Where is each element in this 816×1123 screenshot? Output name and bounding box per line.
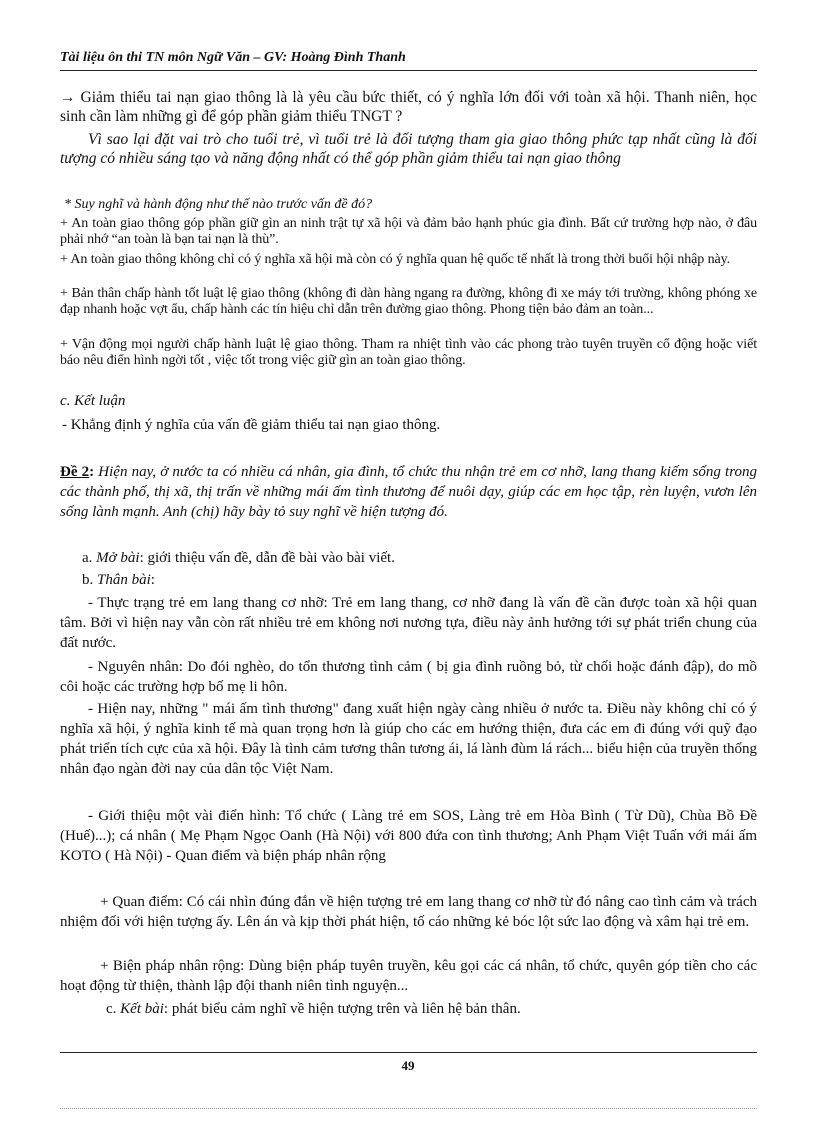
conclusion-heading: c. Kết luận: [60, 393, 126, 409]
intro-label: a.: [82, 550, 97, 566]
subheading-thoughts: * Suy nghĩ và hành động như thế nào trước vấn đề đó?: [64, 197, 373, 212]
bottom-dotted-rule: [60, 1108, 757, 1109]
conclusion-text: Giảm thiểu tai nạn giao thông là là yêu cầu bức thiết, có ý nghĩa lớn đối với toàn xã hội. Thanh niên, học sinh cần làm những gì để góp phần giảm thiểu TNGT ?: [60, 89, 757, 125]
body-label: b.: [82, 572, 97, 588]
body-examples: - Giới thiệu một vài điển hình: Tổ chức ( Làng trẻ em SOS, Làng trẻ em Hòa Bình ( Từ Dũ), Chùa Bồ Đề (Huế)...); cá nhân ( Mẹ Phạm Ngọc Oanh (Hà Nội) với 800 đứa con tình thương; Anh Phạm Việt Tuấn với mái ấm KOTO ( Hà Nội) - Quan điểm và biện pháp nhân rộng: [60, 808, 757, 864]
conclusion-paragraph: [60, 88, 757, 126]
body-colon: :: [150, 572, 155, 588]
arrow-icon: →: [60, 89, 76, 106]
essay-prompt-2: [60, 462, 757, 522]
closing-text: : phát biểu cảm nghĩ về hiện tượng trên và liên hệ bản thân.: [163, 1001, 521, 1017]
body-item: [82, 571, 757, 589]
page-number: 49: [401, 1058, 415, 1073]
conclusion-point: - Khẳng định ý nghĩa của vấn đề giảm thiểu tai nạn giao thông.: [62, 417, 441, 433]
body-viewpoint: + Quan điểm: Có cái nhìn đúng đắn về hiện tượng trẻ em lang thang cơ nhỡ từ đó nâng cao tình cảm và trách nhiệm đối với hiện tượng ấy. Lên án và kịp thời phát hiện, tố cáo những kẻ bóc lột sức lao động và xâm hại trẻ em.: [60, 894, 757, 930]
youth-role-paragraph: Vì sao lại đặt vai trò cho tuổi trẻ, vì tuổi trẻ là đối tượng tham gia giao thông phức tạp nhất cũng là đối tượng có nhiều sáng tạo và năng động nhất có thể góp phần giảm thiểu tai nạn giao thông: [60, 131, 757, 167]
page-header: Tài liệu ôn thi TN môn Ngữ Văn – GV: Hoàng Đình Thanh: [60, 50, 406, 65]
closing-title: Kết bài: [120, 1001, 164, 1017]
body-current: - Hiện nay, những " mái ấm tình thương" đang xuất hiện ngày càng nhiều ở nước ta. Điều này không chỉ có ý nghĩa xã hội, ý nghĩa kinh tế mà quan trọng hơn là giúp cho các em hướng thiện, đưa các em đi đúng với quỹ đạo phát triển tích cực của xã hội. Đây là tình cảm tương thân tương ái, lá lành đùm lá rách... biểu hiện của truyền thống nhân đạo ngàn đời nay của dân tộc Việt Nam.: [60, 701, 757, 777]
closing-label: c.: [106, 1001, 121, 1017]
bullet-international: + An toàn giao thông không chỉ có ý nghĩa xã hội mà còn có ý nghĩa quan hệ quốc tế nhất là trong thời buổi hội nhập này.: [60, 252, 730, 267]
prompt-text: Hiện nay, ở nước ta có nhiều cá nhân, gia đình, tổ chức thu nhận trẻ em cơ nhỡ, lang thang kiếm sống trong các thành phố, thị xã, thị trấn về những mái ấm tình thương để nuôi dạy, giúp các em học tập, rèn luyện, vươn lên sống lành mạnh. Anh (chị) hãy bày tỏ suy nghĩ về hiện tượng đó.: [60, 464, 757, 520]
body-causes: - Nguyên nhân: Do đói nghèo, do tổn thương tình cảm ( bị gia đình ruồng bỏ, từ chối hoặc đánh đập), do mồ côi hoặc các trường hợp bố mẹ li hôn.: [60, 659, 757, 695]
intro-title: Mở bài: [96, 550, 140, 566]
bullet-campaign: + Vận động mọi người chấp hành luật lệ giao thông. Tham ra nhiệt tình vào các phong trào tuyên truyền cổ động hoặc viết báo nêu điển hình ngời tốt , việc tốt trong việc giữ gìn an toàn giao thông.: [60, 337, 757, 368]
prompt-colon: :: [89, 464, 95, 480]
intro-text: : giới thiệu vấn đề, dẫn đề bài vào bài viết.: [139, 550, 395, 566]
body-title: Thân bài: [97, 572, 151, 588]
body-measures: + Biện pháp nhân rộng: Dùng biện pháp tuyên truyền, kêu gọi các cá nhân, tổ chức, quyên góp tiền cho các hoạt động từ thiện, thành lập đội thanh niên tình nguyện...: [60, 958, 757, 994]
body-situation: - Thực trạng trẻ em lang thang cơ nhỡ: Trẻ em lang thang, cơ nhỡ đang là vấn đề cần được toàn xã hội quan tâm. Bởi vì hiện nay vẫn còn rất nhiều trẻ em không nơi nương tựa, điều này ảnh hưởng tới sự phát triển chung của đất nước.: [60, 595, 757, 651]
bullet-obey-law: + Bản thân chấp hành tốt luật lệ giao thông (không đi dàn hàng ngang ra đường, không đi xe máy tới trường, không phóng xe đạp nhanh hoặc vợt ẩu, chấp hành các tín hiệu chỉ dẫn trên đường giao thông. Phong tiện bảo đảm an toàn...: [60, 286, 757, 317]
footer-rule: [60, 1052, 757, 1053]
intro-item: [82, 549, 757, 567]
closing-item: [106, 1000, 757, 1018]
prompt-label: Đề 2: [60, 464, 90, 480]
bullet-safety-order: + An toàn giao thông góp phần giữ gìn an ninh trật tự xã hội và đảm bảo hạnh phúc gia đình. Bất cứ trường hợp nào, ở đâu phải nhớ “an toàn là bạn tai nạn là thù”.: [60, 216, 757, 247]
header-rule: [60, 70, 757, 71]
